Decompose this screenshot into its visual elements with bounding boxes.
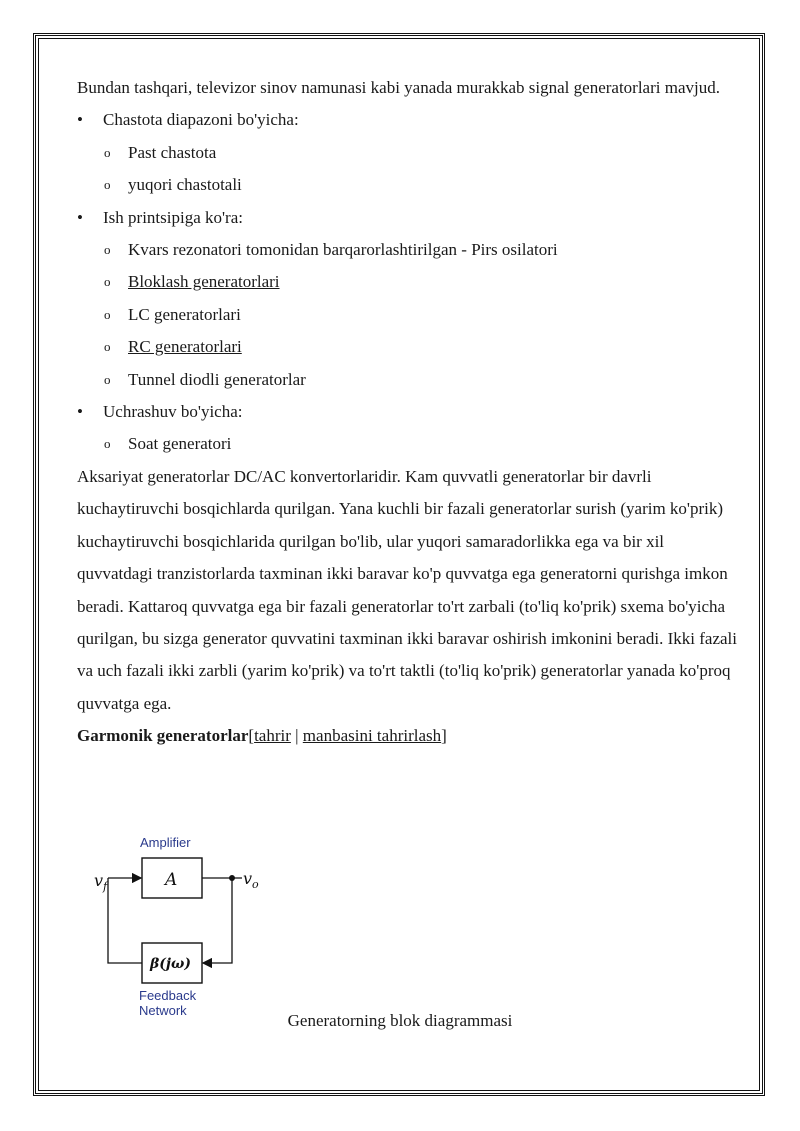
amplifier-label: Amplifier	[140, 835, 191, 850]
edit-link[interactable]: tahrir	[254, 726, 291, 746]
body-paragraph: Aksariyat generatorlar DC/AC konvertorlaridir. Kam quvvatli generatorlar bir davrli kuchaytiruvchi bosqichlarda qurilgan. Yana kuchli bir fazali generatorlar surish (yarim ko'prik) kuchaytiruvchi bosqichlarida qurilgan bo'lib, ular yuqori samaradorlikka ega va bir xil quvvatdagi tranzistorlarda taxminan ikki baravar ko'p quvvatga ega generatorni qurishga imkon beradi. Kattaroq quvvatga ega bir fazali generatorlar to'rt zarbali (to'liq ko'prik) sxema bo'yicha qurilgan, bu sizga generator quvvatini taxminan ikki baravar oshirish imkonini beradi. Ikki fazali va uch fazali ikki zarbli (yarim ko'prik) va to'rt taktli (to'liq ko'prik) generatorlar yanada ko'proq quvvatga ega.	[77, 466, 737, 713]
figure-caption: Generatorning blok diagrammasi	[287, 1011, 513, 1030]
sub-list-item	[77, 299, 737, 331]
feedback-symbol: β(jω)	[150, 956, 191, 972]
sub-item-text: Soat generatori	[128, 434, 232, 454]
link-separator: |	[290, 726, 303, 746]
sub-item-text: Tunnel diodli generatorlar	[128, 369, 306, 389]
sub-list-item	[77, 169, 737, 201]
feedback-label-line1: Feedback	[139, 988, 197, 1003]
bullet-item: • Uchrashuv bo'yicha:	[77, 396, 737, 428]
sub-list-item	[77, 266, 737, 298]
feedback-path-return	[108, 878, 142, 963]
sub-item-text: Kvars rezonatori tomonidan barqarorlashtirilgan - Pirs osilatori	[128, 240, 558, 260]
bracket-close: ]	[441, 726, 447, 746]
input-voltage-label	[94, 871, 109, 893]
sub-item-text: yuqori chastotali	[128, 175, 242, 195]
oscillator-block-diagram	[88, 830, 288, 1025]
sub-item-text: Past chastota	[128, 142, 217, 162]
sub-list-item	[77, 331, 737, 363]
document-body	[77, 72, 737, 753]
bracket-open: [	[248, 726, 255, 746]
classification-list	[77, 104, 737, 460]
sub-item-link[interactable]: RC generatorlari	[128, 337, 242, 357]
section-heading	[77, 720, 737, 752]
sub-list-item	[77, 137, 737, 169]
feedback-label-line2: Network	[139, 1003, 187, 1018]
sub-item-text: LC generatorlari	[128, 304, 241, 324]
sub-item-link[interactable]: Bloklash generatorlari	[128, 272, 280, 292]
svg-text:vo: $v_o$	[243, 869, 259, 891]
bullet-item: • Ish printsipiga ko'ra:	[77, 202, 737, 234]
sub-list-item	[77, 428, 737, 460]
bullet-item: • Chastota diapazoni bo'yicha:	[77, 104, 737, 136]
amplifier-symbol: A	[165, 870, 178, 890]
feedback-path-out	[203, 878, 232, 963]
sub-list-item	[77, 364, 737, 396]
intro-paragraph: Bundan tashqari, televizor sinov namunasi kabi yanada murakkab signal generatorlari mavjud.	[77, 78, 720, 97]
heading-title: Garmonik generatorlar	[77, 726, 249, 746]
sub-list-item	[77, 234, 737, 266]
output-voltage-label	[243, 869, 259, 891]
edit-source-link[interactable]: manbasini tahrirlash	[302, 726, 442, 746]
svg-text:vf: $v_f$	[94, 871, 108, 893]
